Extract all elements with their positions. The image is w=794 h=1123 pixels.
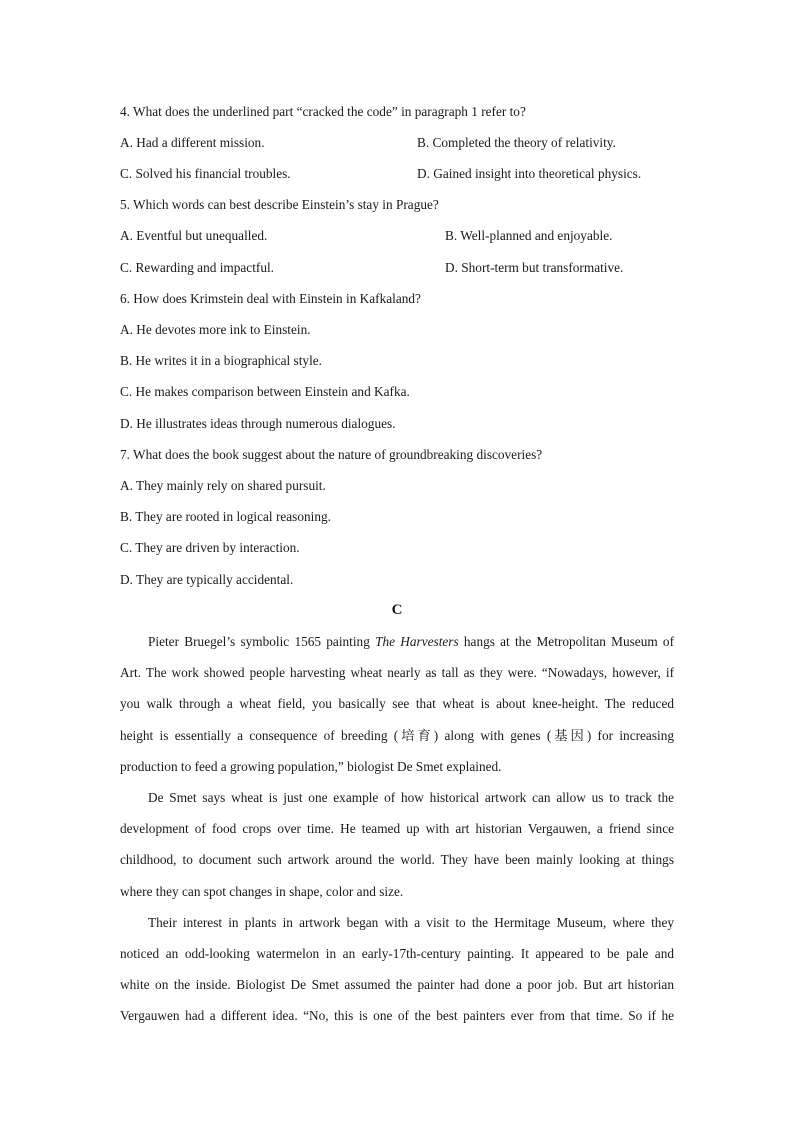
p1-text-before-title: Pieter Bruegel’s symbolic 1565 painting bbox=[148, 634, 376, 649]
question-5-option-b: B. Well-planned and enjoyable. bbox=[445, 228, 613, 243]
question-4-option-d: D. Gained insight into theoretical physics. bbox=[417, 166, 642, 181]
painting-title: The Harvesters bbox=[375, 634, 459, 649]
question-4-option-c: C. Solved his financial troubles. bbox=[120, 166, 291, 181]
paragraph-3-line-4: Vergauwen had a different idea. “No, this is one of the best painters ever from that time. So if he bbox=[120, 1008, 674, 1023]
question-7-option-b: B. They are rooted in logical reasoning. bbox=[120, 509, 331, 524]
section-heading: C bbox=[391, 602, 403, 618]
question-5-option-a: A. Eventful but unequalled. bbox=[120, 228, 268, 243]
question-7-option-c: C. They are driven by interaction. bbox=[120, 540, 300, 555]
question-6-option-c: C. He makes comparison between Einstein and Kafka. bbox=[120, 384, 410, 399]
question-4-option-a: A. Had a different mission. bbox=[120, 135, 265, 150]
paragraph-2-line-1: De Smet says wheat is just one example of how historical artwork can allow us to track the bbox=[148, 790, 674, 805]
paragraph-1-line-5: production to feed a growing population,” biologist De Smet explained. bbox=[120, 759, 502, 774]
question-6-stem: 6. How does Krimstein deal with Einstein in Kafkaland? bbox=[120, 291, 421, 306]
paragraph-3-line-1: Their interest in plants in artwork began with a visit to the Hermitage Museum, where they bbox=[148, 915, 674, 930]
paragraph-1-line-4: height is essentially a consequence of breeding (培育) along with genes (基因) for increasing bbox=[120, 728, 674, 743]
p1-text-after-title: hangs at the Metropolitan Museum of bbox=[458, 634, 674, 649]
question-5-option-c: C. Rewarding and impactful. bbox=[120, 260, 274, 275]
paragraph-1-line-2: Art. The work showed people harvesting wheat nearly as tall as they were. “Nowadays, however, if bbox=[120, 665, 674, 680]
question-5-stem: 5. Which words can best describe Einstein’s stay in Prague? bbox=[120, 197, 439, 212]
question-4-stem: 4. What does the underlined part “cracked the code” in paragraph 1 refer to? bbox=[120, 104, 526, 119]
paragraph-2-line-4: where they can spot changes in shape, color and size. bbox=[120, 884, 404, 899]
paragraph-2-line-2: development of food crops over time. He teamed up with art historian Vergauwen, a friend since bbox=[120, 821, 674, 836]
question-7-option-a: A. They mainly rely on shared pursuit. bbox=[120, 478, 326, 493]
paragraph-3-line-3: white on the inside. Biologist De Smet assumed the painter had done a poor job. But art historian bbox=[120, 977, 674, 992]
paragraph-1-line-1 bbox=[148, 634, 674, 650]
question-6-option-d: D. He illustrates ideas through numerous dialogues. bbox=[120, 416, 396, 431]
question-6-option-a: A. He devotes more ink to Einstein. bbox=[120, 322, 311, 337]
paragraph-3-line-2: noticed an odd-looking watermelon in an early-17th-century painting. It appeared to be pale and bbox=[120, 946, 674, 961]
paragraph-2-line-3: childhood, to document such artwork around the world. They have been mainly looking at things bbox=[120, 852, 674, 867]
question-4-option-b: B. Completed the theory of relativity. bbox=[417, 135, 616, 150]
question-6-option-b: B. He writes it in a biographical style. bbox=[120, 353, 322, 368]
question-5-option-d: D. Short-term but transformative. bbox=[445, 260, 624, 275]
question-7-option-d: D. They are typically accidental. bbox=[120, 572, 294, 587]
question-7-stem: 7. What does the book suggest about the nature of groundbreaking discoveries? bbox=[120, 447, 543, 462]
paragraph-1-line-3: you walk through a wheat field, you basically see that wheat is about knee-height. The reduced bbox=[120, 696, 674, 711]
